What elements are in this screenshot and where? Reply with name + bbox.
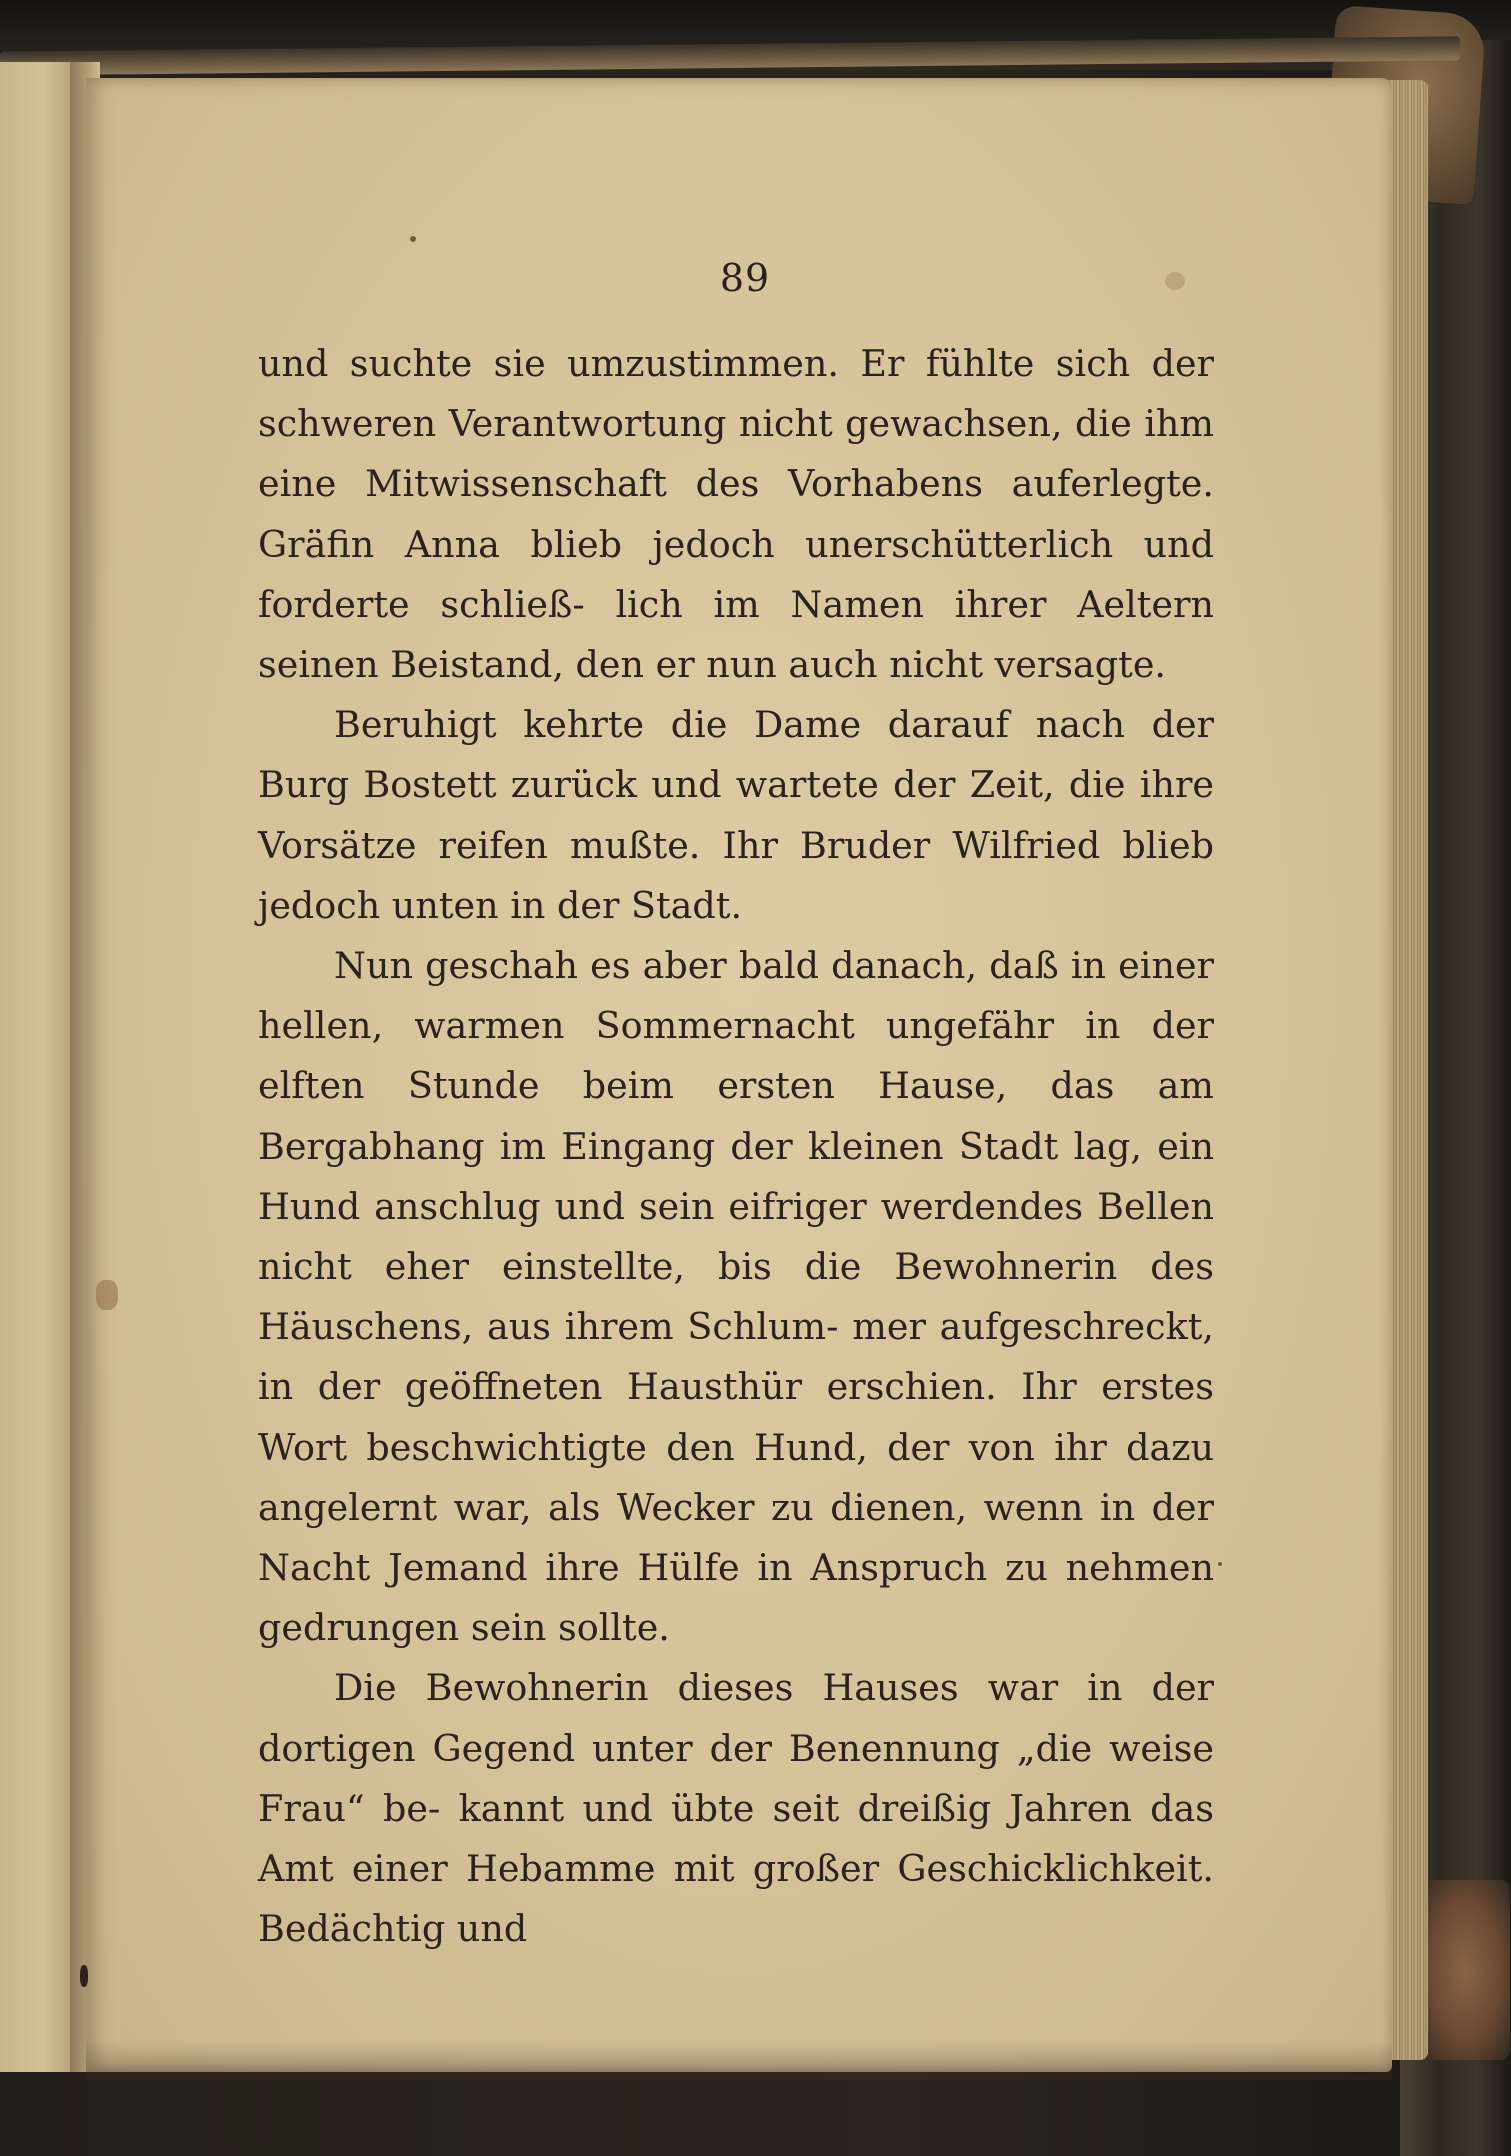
paragraph: Die Bewohnerin dieses Hauses war in der dortigen Gegend unter der Benennung „die weise Frau“ be- kannt und übte seit dreißig Jahren das Amt einer Hebamme mit großer Geschicklichkeit. Bedächtig und bbox=[258, 1666, 1214, 1951]
paragraph: und suchte sie umzustimmen. Er fühlte sich der schweren Verantwortung nicht gewachsen, die ihm eine Mitwissenschaft des Vorhabens auferlegte. Gräfin Anna blieb jedoch unerschütterlich und forderte schließ- lich im Namen ihrer Aeltern seinen Beistand, den er nun auch nicht versagte. bbox=[258, 342, 1214, 687]
page-shadow bbox=[86, 2040, 1392, 2080]
page-edges bbox=[1388, 80, 1428, 2060]
paper-spot bbox=[410, 236, 416, 242]
paper-spot bbox=[1218, 1562, 1222, 1566]
paragraph: Beruhigt kehrte die Dame darauf nach der Burg Bostett zurück und wartete der Zeit, die ihre Vorsätze reifen mußte. Ihr Bruder Wilfried blieb jedoch unten in der Stadt. bbox=[258, 703, 1214, 927]
paragraph: Nun geschah es aber bald danach, daß in einer hellen, warmen Sommernacht ungefähr in der elften Stunde beim ersten Hause, das am Bergabhang im Eingang der kleinen Stadt lag, ein Hund anschlug und sein eifriger werdendes Bellen nicht eher einstellte, bis die Bewohnerin des Häuschens, aus ihrem Schlum- mer aufgeschreckt, in der geöffneten Hausthür erschien. Ihr erstes Wort beschwichtigte den Hund, der von ihr dazu angelernt war, als Wecker zu dienen, wenn in der Nacht Jemand ihre Hülfe in Anspruch zu nehmen gedrungen sein sollte. bbox=[258, 944, 1214, 1650]
paper-stain bbox=[96, 1280, 118, 1310]
book-cover-corner-bottom bbox=[1420, 1880, 1510, 2060]
paper-spot bbox=[80, 1965, 88, 1987]
body-text bbox=[258, 334, 1214, 1959]
page-number: 89 bbox=[719, 256, 771, 300]
